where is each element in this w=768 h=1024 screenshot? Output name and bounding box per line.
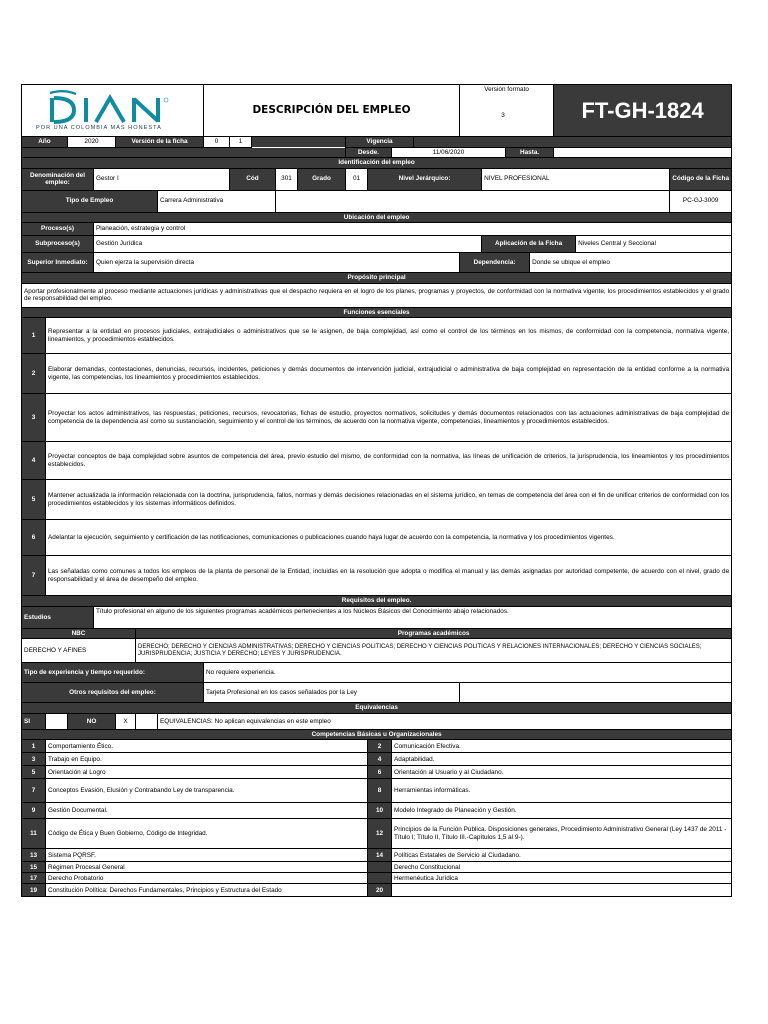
- desde-label: Desde.: [346, 147, 392, 158]
- version-formato-value: 3: [501, 112, 505, 119]
- section-funciones: Funciones esenciales: [22, 307, 732, 318]
- competencia-number: 10: [368, 803, 392, 819]
- nivel-label: Nivel Jerárquico:: [368, 168, 482, 190]
- anio-label: Año: [22, 137, 68, 148]
- competencia-number: 14: [368, 849, 392, 862]
- proceso-label: Proceso(s): [22, 223, 94, 236]
- grado-value: 01: [346, 168, 368, 190]
- form-code: FT-GH-1824: [554, 85, 732, 137]
- competencia-item: Orientación al Usuario y al Ciudadano.: [392, 766, 732, 779]
- funcion-text: Las señaladas como comunes a todos los empleos de la planta de personal de la Entidad, incluidas en la resolución que adopta o modifica el manual y las demás asignadas por autoridad competente, de acuerdo con el nivel, grado de responsabilidad y el área de desempeño del empleo.: [46, 556, 732, 596]
- competencia-item: Comportamiento Ético.: [46, 740, 368, 753]
- competencia-item: Constitución Política: Derechos Fundamentales, Principios y Estructura del Estado: [46, 884, 368, 897]
- competencia-number: 7: [22, 779, 46, 803]
- no-label: NO: [68, 713, 116, 729]
- competencia-item: Sistema PQRSF.: [46, 849, 368, 862]
- competencia-number: 15: [22, 862, 46, 873]
- competencia-number: 13: [22, 849, 46, 862]
- competencia-number: 1: [22, 740, 46, 753]
- proposito-text: Aportar profesionalmente al proceso mediante actuaciones jurídicas y administrativas que el despacho requiera en el logro de los planes, programas y proyectos, de conformidad con la normativa vigente, los procedimientos establecidos y el grado de responsabilidad del empleo.: [22, 283, 732, 307]
- equivalencias-text: EQUIVALENCIAS: No aplican equivalencias en este empleo: [158, 713, 732, 729]
- tipo-empleo-label: Tipo de Empleo: [22, 190, 158, 212]
- funcion-number: 2: [22, 354, 46, 394]
- funcion-text: Proyectar los actos administrativos, las respuestas, peticiones, recursos, revocatorias, fichas de estudio, proyectos normativos, solicitudes y demás documentos relacionados con las actuaciones administrativas de baja complejidad de competencia de la dependencia así como su sustanciación, seguimiento y el control de los términos, de acuerdo con la normativa vigente, competencias, lineamientos y procedimientos establecidos.: [46, 394, 732, 442]
- desde-value: 11/06/2020: [392, 147, 506, 158]
- competencia-number: 19: [22, 884, 46, 897]
- subproceso-label: Subproceso(s): [22, 236, 94, 253]
- funcion-text: Proyectar conceptos de baja complejidad sobre asuntos de competencia del área, previo estudio del mismo, de conformidad con la normativa, las líneas de unificación de criterios, la jurisprudencia, los lineamientos y los procedimientos establecidos.: [46, 442, 732, 480]
- competencia-item: Trabajo en Equipo.: [46, 753, 368, 766]
- version-formato-label: Versión formato: [460, 85, 554, 137]
- competencia-item: Derecho Probatorio: [46, 873, 368, 884]
- nivel-value: NIVEL PROFESIONAL: [482, 168, 670, 190]
- experiencia-value: No requiere experiencia.: [204, 663, 732, 683]
- otros-label: Otros requisitos del empleo:: [22, 683, 204, 703]
- subproceso-value: Gestión Jurídica: [94, 236, 482, 253]
- section-identificacion: Identificación del empleo: [22, 158, 732, 169]
- tipo-empleo-value: Carrera Administrativa: [158, 190, 276, 212]
- competencia-number: 4: [368, 753, 392, 766]
- estudios-value: Título profesional en alguno de los siguientes programas académicos pertenecientes a los Núcleos Básicos del Conocimiento abajo relacionados.: [94, 606, 732, 628]
- version-ficha-value-b: 1: [230, 137, 252, 148]
- estudios-label: Estudios: [22, 606, 94, 628]
- document-title: DESCRIPCIÓN DEL EMPLEO: [204, 85, 460, 137]
- cod-value: 301: [276, 168, 298, 190]
- competencia-item: Adaptabilidad.: [392, 753, 732, 766]
- nbc-value: DERECHO Y AFINES: [22, 639, 136, 663]
- section-ubicacion: Ubicación del empleo: [22, 212, 732, 223]
- programas-label: Programas académicos: [136, 628, 732, 639]
- funcion-number: 4: [22, 442, 46, 480]
- funcion-number: 1: [22, 318, 46, 354]
- grado-label: Grado: [298, 168, 346, 190]
- hasta-value: [554, 147, 732, 158]
- section-competencias: Competencias Básicas u Organizacionales: [22, 729, 732, 740]
- denominacion-label: Denominación del empleo:: [22, 168, 94, 190]
- job-description-sheet: [21, 84, 732, 897]
- funcion-text: Representar a la entidad en procesos judiciales, extrajudiciales o administrativos que se le asignen, de baja complejidad, así como el control de los términos en los mismos, de conformidad con la competencia, normativa vigente, lineamientos, y procedimientos establecidos.: [46, 318, 732, 354]
- competencia-number: 17: [22, 873, 46, 884]
- competencia-number: 9: [22, 803, 46, 819]
- section-equivalencias: Equivalencias: [22, 703, 732, 714]
- hasta-label: Hasta.: [506, 147, 554, 158]
- proceso-value: Planeación, estrategia y control: [94, 223, 732, 236]
- aplicacion-label: Aplicación de la Ficha: [482, 236, 576, 253]
- si-label: SI: [22, 713, 46, 729]
- programas-value: DERECHO; DERECHO Y CIENCIAS ADMINISTRATIVAS; DERECHO Y CIENCIAS POLITICAS; DERECHO Y CIENCIAS POLITICAS Y RELACIONES INTERNACIONALES; DERECHO Y CIENCIAS SOCIALES; JURISPRUDENCIA; JUSTICIA Y DERECHO; LEYES Y JURISPRUDENCIA.: [136, 639, 732, 663]
- competencia-number: [368, 873, 392, 884]
- competencia-number: 6: [368, 766, 392, 779]
- competencia-item: Orientación al Logro: [46, 766, 368, 779]
- version-ficha-value-a: 0: [204, 137, 230, 148]
- competencia-item: Políticas Estatales de Servicio al Ciudadano.: [392, 849, 732, 862]
- nbc-label: NBC: [22, 628, 136, 639]
- competencia-item: Modelo Integrado de Planeación y Gestión.: [392, 803, 732, 819]
- competencia-number: 5: [22, 766, 46, 779]
- competencia-number: 2: [368, 740, 392, 753]
- competencia-number: 20: [368, 884, 392, 897]
- si-value: [46, 713, 68, 729]
- competencia-item: Derecho Constitucional: [392, 862, 732, 873]
- competencia-item: Comunicación Efectiva.: [392, 740, 732, 753]
- funcion-text: Adelantar la ejecución, seguimiento y certificación de las notificaciones, comunicaciones o publicaciones cuando haya lugar de acuerdo con la competencia, la normativa y los procedimientos vigentes.: [46, 520, 732, 556]
- superior-value: Quien ejerza la supervisión directa: [94, 253, 460, 273]
- section-requisitos: Requisitos del empleo.: [22, 596, 732, 607]
- competencia-item: Régimen Procesal General: [46, 862, 368, 873]
- funcion-number: 3: [22, 394, 46, 442]
- competencia-number: 11: [22, 819, 46, 849]
- dian-logo-icon: [36, 90, 186, 124]
- section-proposito: Propósito principal: [22, 273, 732, 284]
- funcion-number: 5: [22, 480, 46, 520]
- anio-value: 2020: [68, 137, 116, 148]
- logo-cell: [22, 85, 204, 137]
- codigo-ficha-label: Código de la Ficha: [670, 168, 732, 190]
- funcion-text: Mantener actualizada la información relacionada con la doctrina, jurisprudencia, fallos, normas y demás decisiones relacionadas en el sistema jurídico, en temas de competencia del área con el fin de unificar criterios de conformidad con los procedimientos establecidos y los sistemas informáticos definidos.: [46, 480, 732, 520]
- competencia-item: [392, 884, 732, 897]
- cod-label: Cód: [230, 168, 276, 190]
- funcion-number: 6: [22, 520, 46, 556]
- dependencia-value: Donde se ubique el empleo: [530, 253, 732, 273]
- superior-label: Superior Inmediato:: [22, 253, 94, 273]
- denominacion-value: Gestor I: [94, 168, 230, 190]
- competencia-number: [368, 862, 392, 873]
- competencia-item: Herramientas informáticas.: [392, 779, 732, 803]
- competencia-number: 8: [368, 779, 392, 803]
- funcion-text: Elaborar demandas, contestaciones, denuncias, recursos, incidentes, peticiones y demás documentos de intervención judicial, extrajudicial o administrativa de baja complejidad en representación de la entidad conforme a la normativa vigente, las competencias, los lineamientos y procedimientos establecidos.: [46, 354, 732, 394]
- competencia-item: Hermenéutica Jurídica: [392, 873, 732, 884]
- aplicacion-value: Niveles Central y Seccional: [576, 236, 732, 253]
- logo-tagline: POR UNA COLOMBIA MÁS HONESTA: [36, 124, 162, 131]
- dependencia-label: Dependencia:: [460, 253, 530, 273]
- competencia-item: Gestión Documental.: [46, 803, 368, 819]
- competencia-number: 12: [368, 819, 392, 849]
- funcion-number: 7: [22, 556, 46, 596]
- version-ficha-label: Versión de la ficha: [116, 137, 204, 148]
- no-mark: X: [116, 713, 136, 729]
- codigo-ficha-value: PC-GJ-3009: [670, 190, 732, 212]
- competencia-item: Conceptos Evasión, Elusión y Contrabando Ley de transparencia.: [46, 779, 368, 803]
- vigencia-label: Vigencia: [346, 137, 414, 148]
- experiencia-label: Tipo de experiencia y tiempo requerido:: [22, 663, 204, 683]
- competencia-item: Código de Ética y Buen Gobierno, Código de Integridad.: [46, 819, 368, 849]
- dian-logo: [24, 86, 201, 135]
- competencia-number: 3: [22, 753, 46, 766]
- otros-value: Tarjeta Profesional en los casos señalados por la Ley: [204, 683, 460, 703]
- competencia-item: Principios de la Función Pública. Disposiciones generales, Procedimiento Administrativo General (Ley 1437 de 2011 -Título I; Título II, Título III.-Capítulos 1,5 al 9-).: [392, 819, 732, 849]
